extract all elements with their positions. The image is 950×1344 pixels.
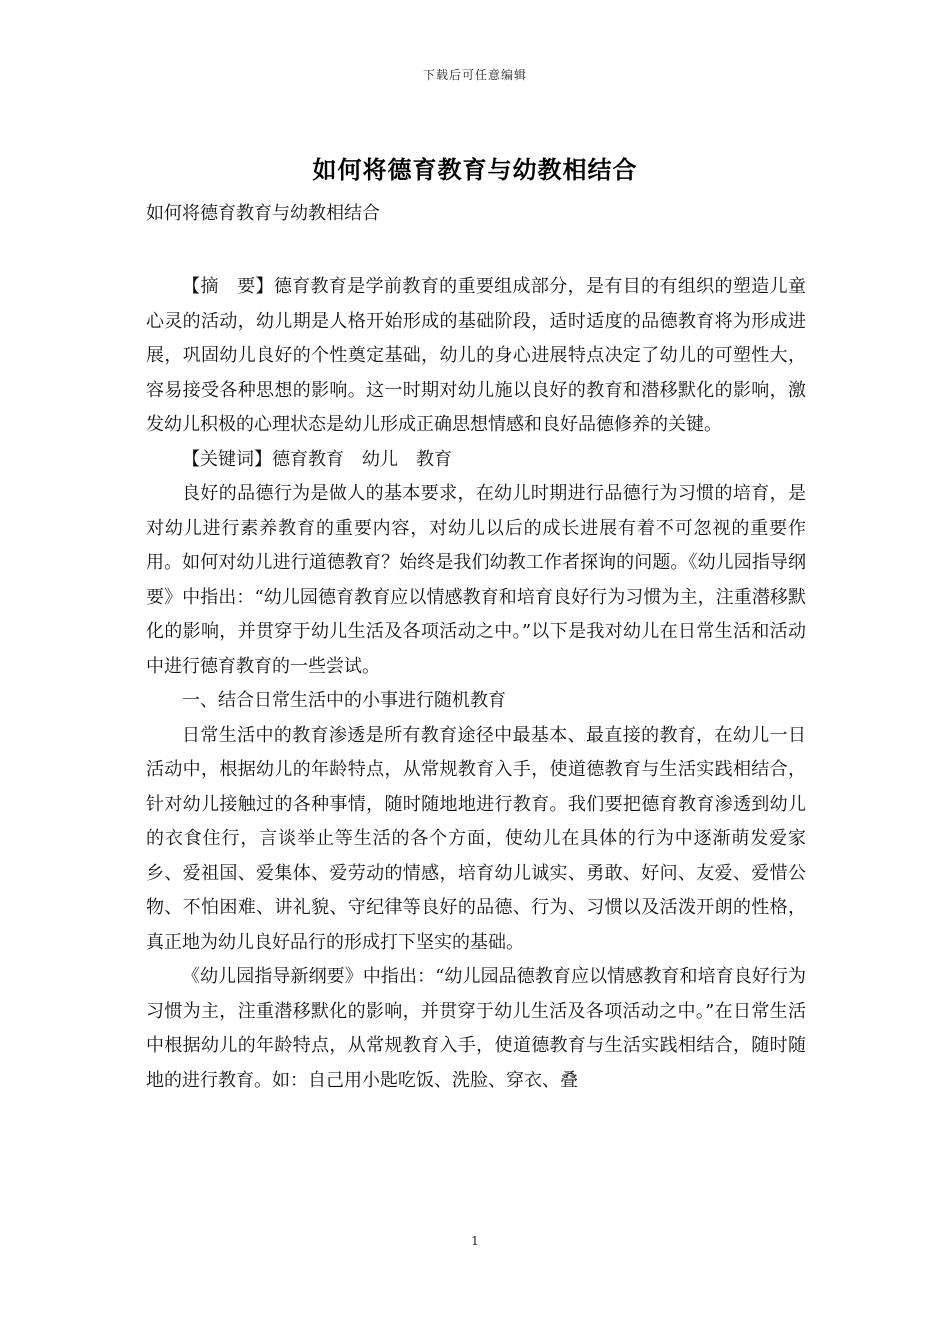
section-heading: 一、结合日常生活中的小事进行随机教育 [182,690,506,711]
abstract-paragraph: 【摘 要】德育教育是学前教育的重要组成部分，是有目的有组织的塑造儿童心灵的活动，幼儿期是人格开始形成的基础阶段，适时适度的品德教育将为形成进展，巩固幼儿良好的个性奠定基础，幼儿的身心进展特点决定了幼儿的可塑性大，容易接受各种思想的影响。这一时期对幼儿施以良好的教育和潜移默化的影响，激发幼儿积极的心理状态是幼儿形成正确思想情感和良好品德修养的关键。 [146,276,806,435]
document-title: 如何将德育教育与幼教相结合 [312,156,638,184]
page-number: 1 [471,1234,479,1248]
keywords-paragraph: 【关键词】德育教育 幼儿 教育 [182,448,452,470]
body-paragraph: 日常生活中的教育渗透是所有教育途径中最基本、最直接的教育，在幼儿一日活动中，根据幼儿的年龄特点，从常规教育入手，使道德教育与生活实践相结合，针对幼儿接触过的各种事情，随时随地地进行教育。我们要把德育教育渗透到幼儿的衣食住行，言谈举止等生活的各个方面，使幼儿在具体的行为中逐渐萌发爱家乡、爱祖国、爱集体、爱劳动的情感，培育幼儿诚实、勇敢、好问、友爱、爱惜公物、不怕困难、讲礼貌、守纪律等良好的品德、行为、习惯以及活泼开朗的性格，真正地为幼儿良好品行的形成打下坚实的基础。 [146,724,806,953]
body-paragraph: 《幼儿园指导新纲要》中指出：“幼儿园品德教育应以情感教育和培育良好行为习惯为主，注重潜移默化的影响，并贯穿于幼儿生活及各项活动之中。”在日常生活中根据幼儿的年龄特点，从常规教育入手，使道德教育与生活实践相结合，随时随地的进行教育。如：自己用小匙吃饭、洗脸、穿衣、叠 [146,966,806,1091]
header-note: 下载后可任意编辑 [422,68,527,82]
document-subtitle: 如何将德育教育与幼教相结合 [146,203,380,224]
body-paragraph: 良好的品德行为是做人的基本要求，在幼儿时期进行品德行为习惯的培育，是对幼儿进行素养教育的重要内容，对幼儿以后的成长进展有着不可忽视的重要作用。如何对幼儿进行道德教育？始终是我们幼教工作者探询的问题。《幼儿园指导纲要》中指出：“幼儿园德育教育应以情感教育和培育良好行为习惯为主，注重潜移默化的影响，并贯穿于幼儿生活及各项活动之中。”以下是我对幼儿在日常生活和活动中进行德育教育的一些尝试。 [146,483,806,677]
document-body [146,270,806,1098]
